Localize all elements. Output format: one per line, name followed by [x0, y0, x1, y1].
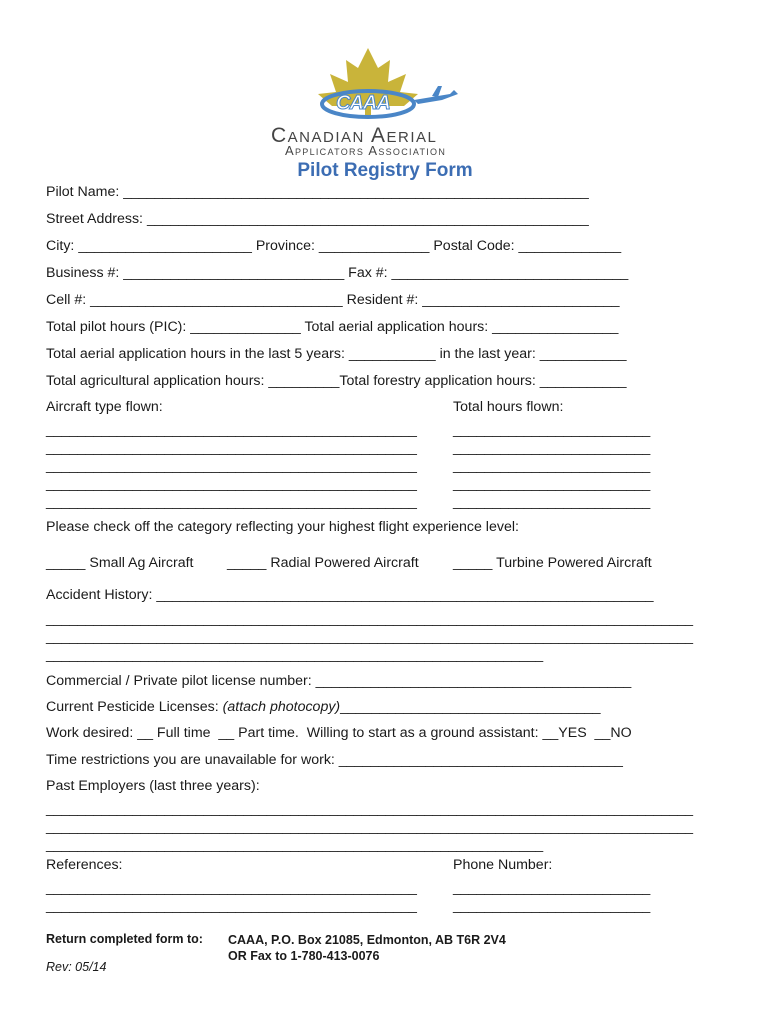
business-fax-field[interactable]: Business #: ____________________________ Fax #: ______________________________ — [46, 265, 629, 281]
aircraft-type-label: Aircraft type flown: — [46, 399, 163, 415]
accident-history-blank[interactable]: _______________________________________________________________ — [46, 647, 544, 663]
pesticide-licenses-field[interactable] — [46, 698, 601, 716]
references-label: References: — [46, 857, 123, 873]
aircraft-type-blank[interactable]: _______________________________________________ — [46, 494, 417, 510]
accident-history-blank[interactable]: __________________________________________________________________________________ — [46, 611, 694, 627]
pesticide-blank[interactable]: _________________________________ — [340, 699, 601, 715]
work-desired-field[interactable]: Work desired: __ Full time __ Part time. Willing to start as a ground assistant: __YES __NO — [46, 725, 632, 741]
logo-abbrev: CAAA — [336, 92, 390, 114]
hours-flown-blank[interactable]: _________________________ — [453, 494, 651, 510]
experience-question: Please check off the category reflecting your highest flight experience level: — [46, 519, 519, 535]
small-ag-aircraft-option[interactable]: _____ Small Ag Aircraft — [46, 555, 194, 571]
reference-blank[interactable]: _______________________________________________ — [46, 898, 417, 914]
hours-flown-label: Total hours flown: — [453, 399, 564, 415]
past-employers-blank[interactable]: __________________________________________________________________________________ — [46, 801, 694, 817]
hours-flown-blank[interactable]: _________________________ — [453, 422, 651, 438]
mailing-address: CAAA, P.O. Box 21085, Edmonton, AB T6R 2V4 — [228, 933, 506, 947]
return-form-label: Return completed form to: — [46, 932, 203, 946]
attach-photocopy-note: (attach photocopy) — [222, 699, 341, 715]
pesticide-label: Current Pesticide Licenses: — [46, 699, 223, 715]
revision-date: Rev: 05/14 — [46, 960, 107, 974]
pilot-hours-field[interactable]: Total pilot hours (PIC): ______________ Total aerial application hours: ________________ — [46, 319, 619, 335]
accident-history-field[interactable]: Accident History: _______________________________________________________________ — [46, 587, 654, 603]
phone-number-blank[interactable]: _________________________ — [453, 898, 651, 914]
past-employers-blank[interactable]: __________________________________________________________________________________ — [46, 819, 694, 835]
hours-flown-blank[interactable]: _________________________ — [453, 440, 651, 456]
pilot-name-field[interactable]: Pilot Name: ___________________________________________________________ — [46, 184, 589, 200]
street-address-field[interactable]: Street Address: ________________________________________________________ — [46, 211, 589, 227]
aircraft-type-blank[interactable]: _______________________________________________ — [46, 476, 417, 492]
cell-resident-field[interactable]: Cell #: ________________________________ Resident #: _________________________ — [46, 292, 620, 308]
org-name-line2: Applicators Association — [285, 143, 447, 158]
turbine-powered-aircraft-option[interactable]: _____ Turbine Powered Aircraft — [453, 555, 652, 571]
pilot-license-field[interactable]: Commercial / Private pilot license number: ________________________________________ — [46, 673, 632, 689]
past-employers-label: Past Employers (last three years): — [46, 778, 260, 794]
agri-forestry-hours-field[interactable]: Total agricultural application hours: _________Total forestry application hours: ___________ — [46, 373, 627, 389]
org-name-line1: Canadian Aerial — [271, 124, 438, 147]
phone-number-label: Phone Number: — [453, 857, 553, 873]
phone-number-blank[interactable]: _________________________ — [453, 880, 651, 896]
past-employers-blank[interactable]: _______________________________________________________________ — [46, 837, 544, 853]
return-address — [228, 932, 506, 964]
reference-blank[interactable]: _______________________________________________ — [46, 880, 417, 896]
hours-flown-blank[interactable]: _________________________ — [453, 476, 651, 492]
accident-history-blank[interactable]: __________________________________________________________________________________ — [46, 629, 694, 645]
aircraft-type-blank[interactable]: _______________________________________________ — [46, 422, 417, 438]
aircraft-type-blank[interactable]: _______________________________________________ — [46, 440, 417, 456]
time-restrictions-field[interactable]: Time restrictions you are unavailable for work: ____________________________________ — [46, 752, 623, 768]
aircraft-type-blank[interactable]: _______________________________________________ — [46, 458, 417, 474]
form-title: Pilot Registry Form — [297, 160, 473, 181]
city-province-postal-field[interactable]: City: ______________________ Province: ______________ Postal Code: _____________ — [46, 238, 622, 254]
radial-powered-aircraft-option[interactable]: _____ Radial Powered Aircraft — [227, 555, 419, 571]
fax-number: OR Fax to 1-780-413-0076 — [228, 949, 380, 963]
hours-flown-blank[interactable]: _________________________ — [453, 458, 651, 474]
last-5-years-hours-field[interactable]: Total aerial application hours in the last 5 years: ___________ in the last year: ___________ — [46, 346, 627, 362]
